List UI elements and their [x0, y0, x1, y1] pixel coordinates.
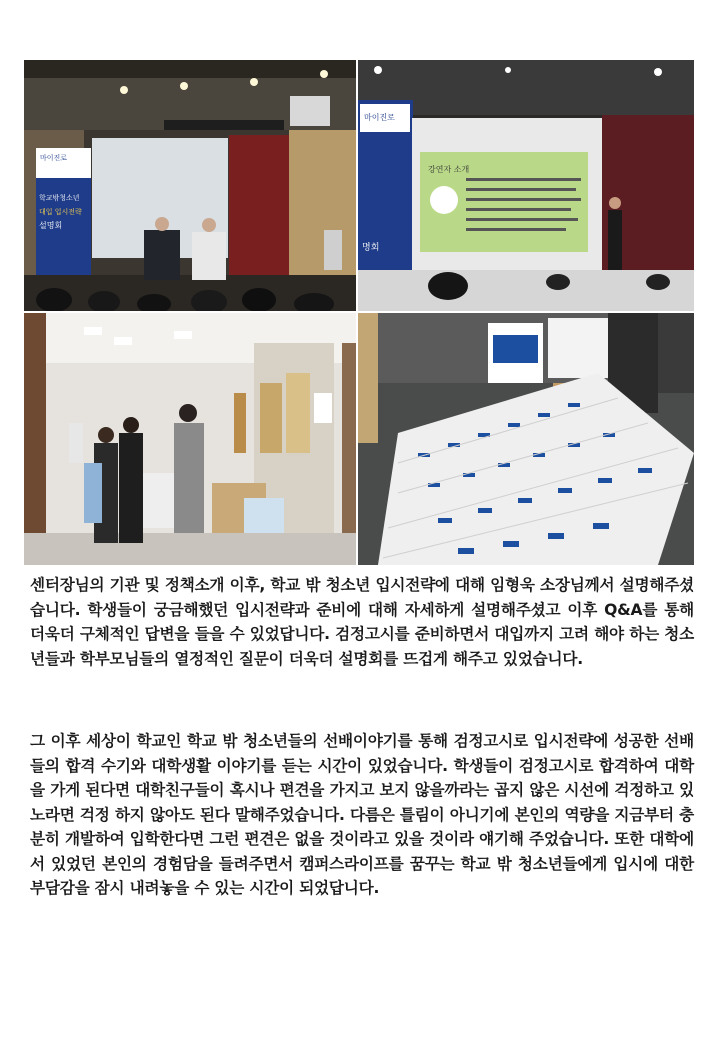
banner-line1: 학교밖청소년 [39, 194, 80, 202]
paragraph-2: 그 이후 세상이 학교인 학교 밖 청소년들의 선배이야기를 통해 검정고시로 입시전략에 성공한 선배들의 합격 수기와 대학생활 이야기를 듣는 시간이 있었습니다. 학생들이 검정고시로 합격하여 대학을 가게 된다면 대학친구들이 혹시나 편견을 가지고 보지 않을까라는 곱지 않은 시선에 걱정하고 있노라면 걱정 하지 않아도 된다 말해주었습니다. 다름은 틀림이 아니기에 본인의 역량을 지금부터 충분히 개발하여 입학한다면 그런 편견은 없을 것이라고 있을 것이라 얘기해 주었습니다. 또한 대학에서 있었던 본인의 경험담을 들려주면서 캠퍼스라이프를 꿈꾸는 학교 밖 청소년들에게 입시에 대한 부담감을 잠시 내려놓을 수 있는 시간이 되었답니다. [30, 732, 694, 897]
speaker-presentation-photo [358, 60, 694, 311]
gift-bags-photo [358, 313, 694, 565]
seminar-stage-image [24, 60, 356, 311]
hallway-registration-image [24, 313, 356, 565]
banner-line2: 대입 입시전략 [39, 208, 82, 216]
speaker-presentation-image [358, 60, 694, 311]
banner-line3: 설명회 [39, 221, 63, 230]
paragraph-1: 센터장님의 기관 및 정책소개 이후, 학교 밖 청소년 입시전략에 대해 임형욱 소장님께서 설명해주셨습니다. 학생들이 궁금해했던 입시전략과 준비에 대해 자세하게 설명해주셨고 이후 Q&A를 통해 더욱더 구체적인 답변을 들을 수 있었답니다. 검정고시를 준비하면서 대입까지 고려 해야 하는 청소년들과 학부모님들의 열정적인 질문이 더욱더 설명회를 뜨겁게 해주고 있었습니다. [30, 576, 694, 668]
banner-small-text-2: 마이진로 [364, 113, 395, 122]
screen-title: 강연자 소개 [428, 165, 470, 174]
banner-small-text: 마이진로 [40, 154, 68, 162]
photo-collage [24, 60, 694, 565]
banner-line3-2: 명회 [362, 243, 380, 253]
gift-bags-image [358, 313, 694, 565]
seminar-stage-photo [24, 60, 356, 311]
hallway-registration-photo [24, 313, 356, 565]
